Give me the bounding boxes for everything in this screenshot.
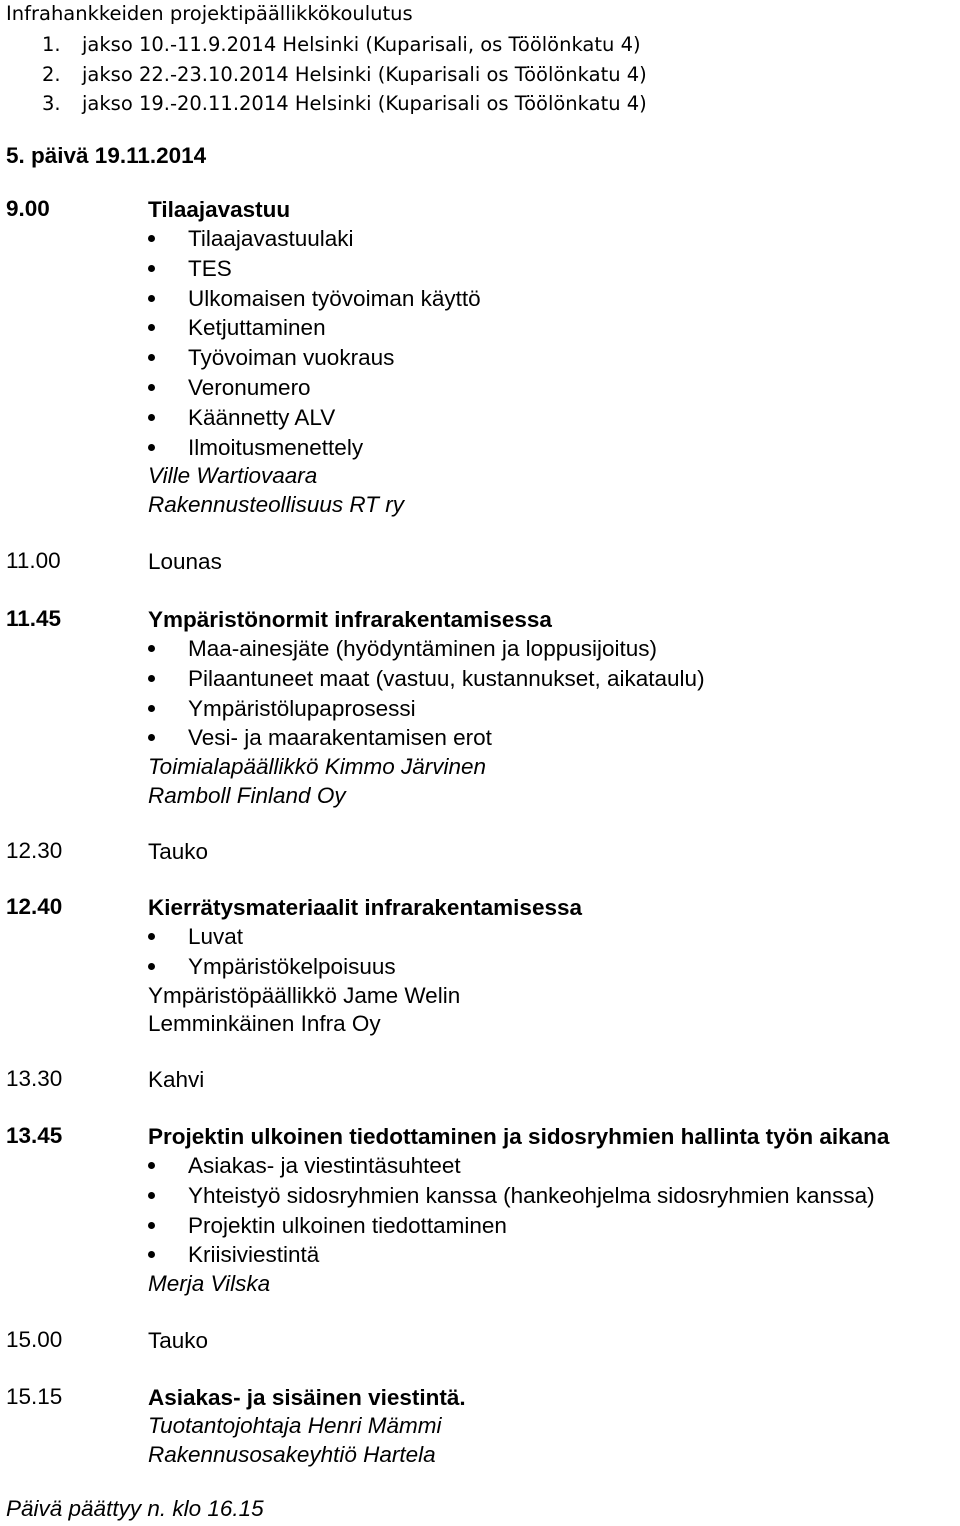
topic-text: Pilaantuneet maat (vastuu, kustannukset, aikataulu) (188, 665, 705, 691)
session-time: 11.45 (6, 606, 62, 631)
topic-text: Ilmoitusmenettely (188, 434, 364, 460)
topic-item (148, 284, 960, 314)
speaker-name: Toimialapäällikkö Kimmo Järvinen (148, 754, 487, 780)
session-time: 13.30 (6, 1066, 63, 1091)
speaker-organization: Lemminkäinen Infra Oy (148, 1011, 381, 1037)
session-title: Asiakas- ja sisäinen viestintä. (148, 1385, 466, 1410)
speaker-name: Ville Wartiovaara (148, 463, 318, 489)
topic-item (148, 403, 960, 433)
session-body (148, 1123, 960, 1299)
topic-text: Työvoiman vuokraus (188, 345, 395, 371)
session-body (148, 894, 960, 1039)
topic-list (148, 634, 960, 753)
session-title: Lounas (148, 549, 222, 574)
period-number: 3. (42, 92, 61, 115)
topic-text: Yhteistyö sidosryhmien kanssa (hankeohjelma sidosryhmien kanssa) (188, 1182, 875, 1208)
bullet-icon (148, 265, 155, 272)
topic-item (148, 1211, 960, 1241)
session-body (148, 606, 960, 810)
period-text: jakso 19.-20.11.2014 Helsinki (Kuparisali os Töölönkatu 4) (82, 92, 647, 115)
speaker-name: Merja Vilska (148, 1271, 271, 1297)
speaker-organization: Rakennusosakeyhtiö Hartela (148, 1441, 436, 1467)
topic-text: Asiakas- ja viestintäsuhteet (188, 1153, 461, 1178)
session-body (148, 838, 960, 866)
session-body (148, 1327, 960, 1355)
topic-item (148, 313, 960, 343)
bullet-icon (148, 384, 155, 391)
period-text: jakso 22.-23.10.2014 Helsinki (Kuparisali os Töölönkatu 4) (82, 62, 647, 86)
topic-item (148, 224, 960, 254)
topic-text: Luvat (188, 924, 244, 949)
topic-item (148, 634, 960, 664)
topic-text: Tilaajavastuulaki (188, 226, 354, 251)
topic-text: Vesi- ja maarakentamisen erot (188, 725, 492, 751)
topic-text: Ympäristölupaprosessi (188, 695, 416, 721)
session-time: 11.00 (6, 548, 61, 573)
session-title: Tauko (148, 839, 209, 864)
topic-text: Ulkomaisen työvoiman käyttö (188, 285, 481, 311)
bullet-icon (148, 324, 155, 331)
session-title: Tilaajavastuu (148, 197, 291, 222)
topic-item (148, 952, 960, 982)
period-text: jakso 10.-11.9.2014 Helsinki (Kuparisali, os Töölönkatu 4) (82, 33, 641, 56)
topic-item (148, 1151, 960, 1181)
session-title: Kierrätysmateriaalit infrarakentamisessa (148, 895, 582, 920)
course-title: Infrahankkeiden projektipäällikkökoulutus (6, 2, 413, 25)
session-time: 15.15 (6, 1384, 63, 1409)
topic-text: Käännetty ALV (188, 404, 336, 430)
bullet-icon (148, 414, 155, 421)
period-number: 2. (42, 62, 61, 86)
bullet-icon (148, 1162, 155, 1169)
session-title: Ympäristönormit infrarakentamisessa (148, 607, 552, 632)
session-title: Projektin ulkoinen tiedottaminen ja sidosryhmien hallinta työn aikana (148, 1124, 890, 1149)
session-time: 12.40 (6, 894, 63, 919)
topic-list (148, 922, 960, 982)
speaker-organization: Rakennusteollisuus RT ry (148, 491, 404, 517)
bullet-icon (148, 1222, 155, 1229)
bullet-icon (148, 963, 155, 970)
session-body (148, 196, 960, 519)
topic-list (148, 1151, 960, 1270)
session-body (148, 1066, 960, 1094)
topic-text: Maa-ainesjäte (hyödyntäminen ja loppusijoitus) (188, 636, 658, 661)
period-number: 1. (42, 33, 61, 56)
bullet-icon (148, 1192, 155, 1199)
topic-item (148, 343, 960, 373)
day-end-note: Päivä päättyy n. klo 16.15 (6, 1496, 264, 1521)
bullet-icon (148, 645, 155, 652)
topic-item (148, 1181, 960, 1211)
session-title: Tauko (148, 1328, 209, 1353)
topic-text: Kriisiviestintä (188, 1242, 320, 1268)
topic-text: Projektin ulkoinen tiedottaminen (188, 1212, 507, 1238)
session-body (148, 548, 960, 576)
bullet-icon (148, 235, 155, 242)
topic-text: Ympäristökelpoisuus (188, 953, 396, 979)
topic-item (148, 373, 960, 403)
session-body (148, 1384, 960, 1469)
bullet-icon (148, 1251, 155, 1258)
bullet-icon (148, 675, 155, 682)
day-title: 5. päivä 19.11.2014 (6, 143, 207, 168)
speaker-organization: Ramboll Finland Oy (148, 782, 346, 808)
bullet-icon (148, 444, 155, 451)
session-time: 13.45 (6, 1123, 63, 1148)
topic-item (148, 922, 960, 952)
topic-item (148, 433, 960, 463)
session-title: Kahvi (148, 1067, 205, 1092)
topic-text: Ketjuttaminen (188, 315, 326, 341)
topic-text: TES (188, 255, 232, 281)
topic-text: Veronumero (188, 374, 311, 400)
bullet-icon (148, 734, 155, 741)
topic-item (148, 1240, 960, 1270)
speaker-name: Tuotantojohtaja Henri Mämmi (148, 1413, 442, 1438)
topic-item (148, 723, 960, 753)
topic-item (148, 694, 960, 724)
bullet-icon (148, 354, 155, 361)
session-time: 12.30 (6, 838, 63, 863)
session-time: 9.00 (6, 196, 50, 221)
topic-item (148, 664, 960, 694)
topic-list (148, 224, 960, 462)
bullet-icon (148, 295, 155, 302)
bullet-icon (148, 933, 155, 940)
speaker-name: Ympäristöpäällikkö Jame Welin (148, 982, 461, 1008)
session-time: 15.00 (6, 1327, 63, 1352)
bullet-icon (148, 705, 155, 712)
topic-item (148, 254, 960, 284)
